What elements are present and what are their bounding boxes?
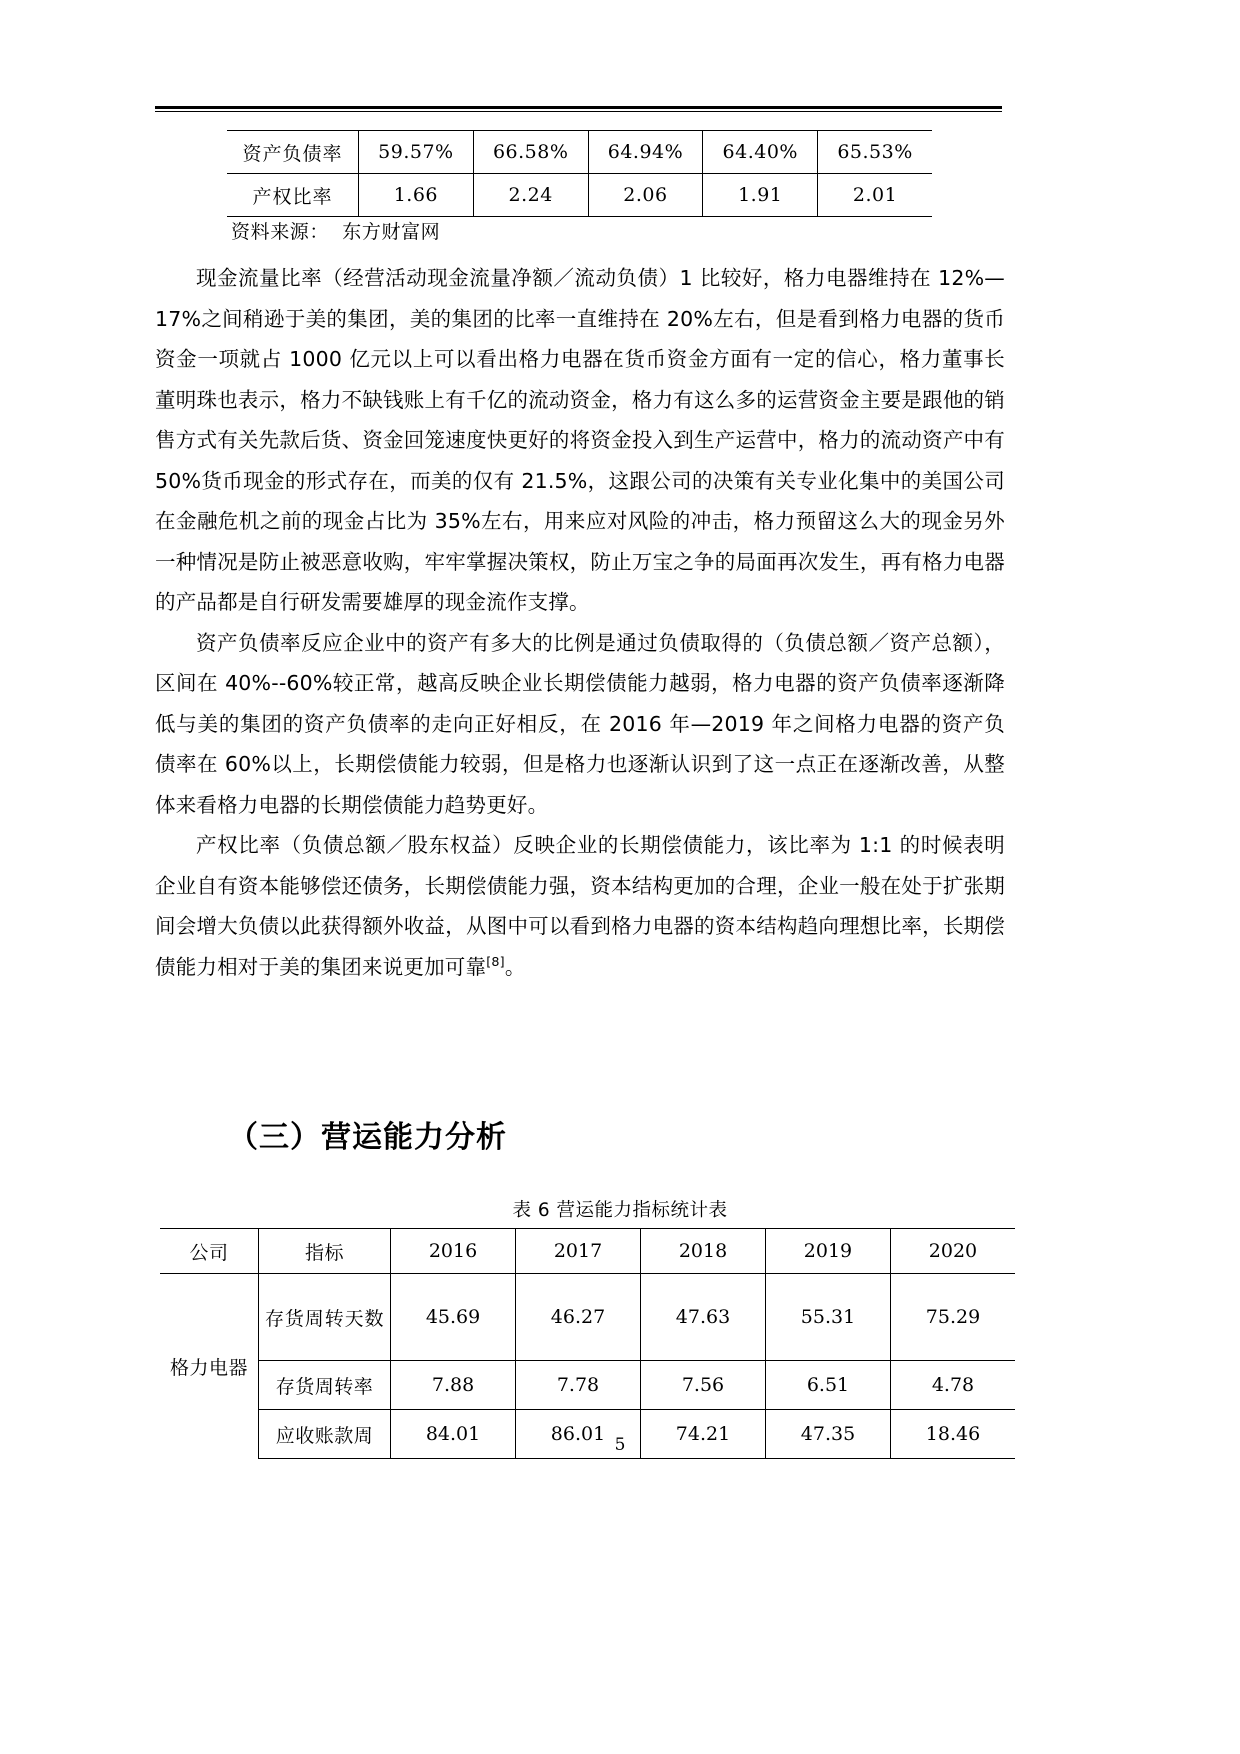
- table-row: [160, 1361, 1015, 1410]
- cell-inventory-turnover-2017: 7.78: [516, 1361, 641, 1410]
- header-double-rule: [155, 106, 1002, 112]
- cell-receivables-2016: 84.01: [391, 1410, 516, 1459]
- cell-inventory-days-2019: 55.31: [765, 1274, 890, 1361]
- cell-company-gree: 格力电器: [160, 1274, 259, 1459]
- cell-inventory-days-2020: 75.29: [890, 1274, 1015, 1361]
- table-source-note: 资料来源： 东方财富网: [231, 221, 441, 243]
- row-label-debt-ratio: 资产负债率: [227, 131, 358, 174]
- cell-equity-2017: 2.24: [473, 174, 588, 217]
- cell-inventory-days-2018: 47.63: [641, 1274, 766, 1361]
- header-company: 公司: [160, 1229, 259, 1274]
- cell-debt-2020: 65.53%: [818, 131, 932, 174]
- cell-equity-2019: 1.91: [703, 174, 818, 217]
- page-number: 5: [614, 1435, 626, 1455]
- cell-inventory-turnover-2016: 7.88: [391, 1361, 516, 1410]
- body-text-block: [155, 258, 1005, 987]
- page-section-heading: （三）营运能力分析: [228, 1120, 507, 1155]
- cell-receivables-2020: 18.46: [890, 1410, 1015, 1459]
- paragraph-debt-asset-ratio: 资产负债率反应企业中的资产有多大的比例是通过负债取得的（负债总额／资产总额），区间在 40%--60%较正常，越高反映企业长期偿债能力越弱，格力电器的资产负债率逐渐降低与美的集团的资产负债率的走向正好相反，在 2016 年—2019 年之间格力电器的资产负债率在 60%以上，长期偿债能力较弱，但是格力也逐渐认识到了这一点正在逐渐改善，从整体来看格力电器的长期偿债能力趋势更好。: [155, 630, 1005, 817]
- table6-caption: 表 6 营运能力指标统计表: [512, 1200, 728, 1221]
- cell-receivables-2017: 86.01: [516, 1410, 641, 1459]
- cell-equity-2020: 2.01: [818, 174, 932, 217]
- cell-inventory-turnover-2020: 4.78: [890, 1361, 1015, 1410]
- header-year-2020: 2020: [890, 1229, 1015, 1274]
- cell-debt-2019: 64.40%: [703, 131, 818, 174]
- cell-inventory-days-2016: 45.69: [391, 1274, 516, 1361]
- table-row: [227, 131, 932, 174]
- header-year-2018: 2018: [641, 1229, 766, 1274]
- operating-capacity-table: [160, 1228, 1015, 1459]
- table-row: [227, 174, 932, 217]
- cell-equity-2018: 2.06: [588, 174, 703, 217]
- cell-inventory-turnover-2018: 7.56: [641, 1361, 766, 1410]
- cell-indicator-inventory-days: 存货周转天数: [259, 1274, 391, 1361]
- citation-marker: [8]: [486, 953, 505, 969]
- cell-indicator-inventory-turnover: 存货周转率: [259, 1361, 391, 1410]
- cell-equity-2016: 1.66: [358, 174, 473, 217]
- cell-debt-2017: 66.58%: [473, 131, 588, 174]
- paragraph-equity-ratio-tail: 。: [504, 954, 526, 979]
- cell-receivables-2019: 47.35: [765, 1410, 890, 1459]
- table-header-row: [160, 1229, 1015, 1274]
- solvency-table-continuation: [227, 130, 932, 217]
- paragraph-equity-ratio-text: 产权比率（负债总额／股东权益）反映企业的长期偿债能力，该比率为 1:1 的时候表明企业自有资本能够偿还债务，长期偿债能力强，资本结构更加的合理，企业一般在处于扩张期间会增大负债以此获得额外收益，从图中可以看到格力电器的资本结构趋向理想比率，长期偿债能力相对于美的集团来说更加可靠: [155, 833, 1005, 979]
- paragraph-cash-flow-ratio: 现金流量比率（经营活动现金流量净额／流动负债）1 比较好，格力电器维持在 12%—17%之间稍逊于美的集团，美的集团的比率一直维持在 20%左右，但是看到格力电器的货币资金一项就占 1000 亿元以上可以看出格力电器在货币资金方面有一定的信心，格力董事长董明珠也表示，格力不缺钱账上有千亿的流动资金，格力有这么多的运营资金主要是跟他的销售方式有关先款后货、资金回笼速度快更好的将资金投入到生产运营中，格力的流动资产中有 50%货币现金的形式存在，而美的仅有 21.5%，这跟公司的决策有关专业化集中的美国公司在金融危机之前的现金占比为 35%左右，用来应对风险的冲击，格力预留这么大的现金另外一种情况是防止被恶意收购，牢牢掌握决策权，防止万宝之争的局面再次发生，再有格力电器的产品都是自行研发需要雄厚的现金流作支撑。: [155, 266, 1005, 614]
- header-year-2019: 2019: [765, 1229, 890, 1274]
- table-row: [160, 1274, 1015, 1361]
- header-year-2017: 2017: [516, 1229, 641, 1274]
- cell-indicator-receivables: 应收账款周: [259, 1410, 391, 1459]
- cell-debt-2018: 64.94%: [588, 131, 703, 174]
- cell-debt-2016: 59.57%: [358, 131, 473, 174]
- cell-inventory-days-2017: 46.27: [516, 1274, 641, 1361]
- header-year-2016: 2016: [391, 1229, 516, 1274]
- header-indicator: 指标: [259, 1229, 391, 1274]
- paragraph-equity-ratio: [155, 825, 1005, 987]
- cell-inventory-turnover-2019: 6.51: [765, 1361, 890, 1410]
- row-label-equity-ratio: 产权比率: [227, 174, 358, 217]
- cell-receivables-2018: 74.21: [641, 1410, 766, 1459]
